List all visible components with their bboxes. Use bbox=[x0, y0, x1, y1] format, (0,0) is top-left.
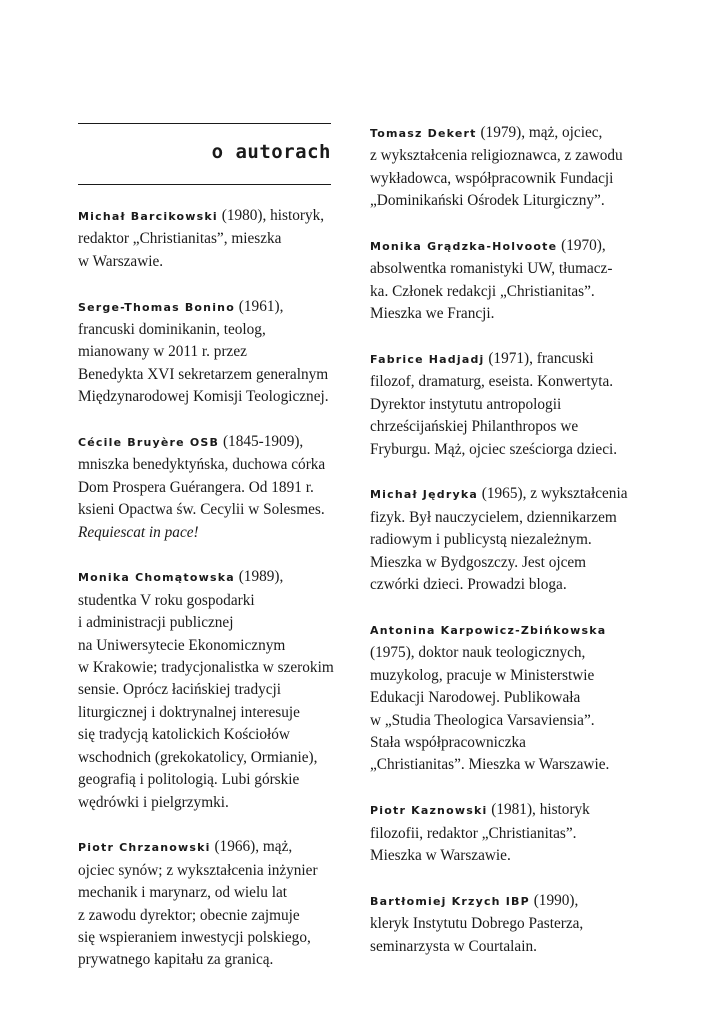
bio-line: studentka V roku gospodarki bbox=[78, 591, 255, 609]
author-entry bbox=[78, 296, 340, 409]
bio-line: radiowym i publicystą niezależnym. bbox=[370, 531, 592, 549]
bio-line: na Uniwersytecie Ekonomicznym bbox=[78, 636, 286, 654]
author-entry bbox=[370, 348, 632, 461]
author-name: Fabrice Hadjadj bbox=[370, 353, 485, 367]
bio-line bbox=[78, 836, 340, 859]
bio-line bbox=[370, 799, 632, 822]
bio-line: „Dominikański Ośrodek Liturgiczny”. bbox=[370, 192, 605, 210]
bio-line: francuski dominikanin, teolog, bbox=[78, 321, 266, 339]
bio-line: fizyk. Był nauczycielem, dziennikarzem bbox=[370, 508, 617, 526]
author-bio-text: (1971), francuski bbox=[484, 350, 594, 368]
author-entry bbox=[370, 890, 632, 958]
bio-line: w Warszawie. bbox=[78, 252, 164, 270]
author-name: Serge-Thomas Bonino bbox=[78, 300, 235, 314]
bio-line: Mieszka w Warszawie. bbox=[370, 846, 511, 864]
bio-line bbox=[78, 566, 340, 589]
bio-line: mniszka benedyktyńska, duchowa córka bbox=[78, 456, 326, 474]
bio-line: chrześcijańskiej Philanthropos we bbox=[370, 418, 579, 436]
bio-line bbox=[78, 431, 340, 454]
bio-line: i administracji publicznej bbox=[78, 614, 234, 632]
page-title: o autorach bbox=[211, 141, 331, 163]
author-entry bbox=[78, 431, 340, 544]
bio-line: Dom Prospera Guérangera. Od 1891 r. bbox=[78, 478, 314, 496]
bio-line bbox=[78, 205, 340, 228]
author-entry bbox=[78, 205, 340, 273]
bio-line: w Krakowie; tradycjonalistka w szerokim bbox=[78, 659, 334, 677]
bio-line bbox=[370, 483, 632, 506]
author-entry bbox=[370, 235, 632, 326]
bio-line: się tradycją katolickich Kościołów bbox=[78, 726, 290, 744]
author-bio-text: (1961), bbox=[234, 297, 284, 315]
bio-line bbox=[370, 235, 632, 258]
bio-line: wędrówki i pielgrzymki. bbox=[78, 793, 229, 811]
bio-line: filozofii, redaktor „Christianitas”. bbox=[370, 824, 577, 842]
author-name: Bartłomiej Krzych IBP bbox=[370, 894, 530, 908]
bio-line: Fryburgu. Mąż, ojciec sześciorga dzieci. bbox=[370, 440, 618, 458]
author-bio-text: (1990), bbox=[529, 891, 579, 909]
bio-line: Mieszka we Francji. bbox=[370, 305, 495, 323]
author-bio-text: (1970), bbox=[557, 237, 606, 255]
bio-line: się wspieraniem inwestycji polskiego, bbox=[78, 928, 311, 946]
bio-line: sensie. Oprócz łacińskiej tradycji bbox=[78, 681, 282, 699]
author-entry bbox=[370, 799, 632, 867]
bio-line: ksieni Opactwa św. Cecylii w Solesmes. bbox=[78, 501, 325, 519]
bio-line: mechanik i marynarz, od wielu lat bbox=[78, 884, 287, 902]
bio-line: Mieszka w Bydgoszczy. Jest ojcem bbox=[370, 553, 587, 571]
bio-line: Dyrektor instytutu antropologii bbox=[370, 395, 562, 413]
bio-line: Edukacji Narodowej. Publikowała bbox=[370, 689, 581, 707]
bio-line: ka. Członek redakcji „Christianitas”. bbox=[370, 282, 595, 300]
bio-line: wykładowca, współpracownik Fundacji bbox=[370, 169, 614, 187]
author-name: Tomasz Dekert bbox=[370, 127, 477, 140]
author-name: Antonina Karpowicz-Zbińkowska bbox=[370, 623, 607, 637]
bio-line: geografią i politologią. Lubi górskie bbox=[78, 771, 300, 789]
author-bio-text: (1979), mąż, ojciec, bbox=[476, 124, 603, 141]
bio-line: „Christianitas”. Mieszka w Warszawie. bbox=[370, 756, 610, 774]
author-bio-text: (1989), bbox=[234, 568, 284, 586]
bio-line: czwórki dzieci. Prowadzi bloga. bbox=[370, 576, 567, 594]
author-bio-text: (1981), historyk bbox=[487, 801, 590, 819]
author-bio-text: (1845-1909), bbox=[219, 433, 304, 451]
author-name: Piotr Kaznowski bbox=[370, 804, 488, 818]
author-name: Monika Grądzka-Holvoote bbox=[370, 240, 558, 254]
bio-line: filozof, dramaturg, eseista. Konwertyta. bbox=[370, 373, 614, 391]
bio-line: liturgicznej i doktrynalnej interesuje bbox=[78, 703, 300, 721]
bio-line: muzykolog, pracuje w Ministerstwie bbox=[370, 666, 595, 684]
bio-line: Requiescat in pace! bbox=[78, 523, 199, 541]
bio-line bbox=[370, 890, 632, 913]
author-bio-text: (1965), z wykształcenia bbox=[477, 485, 628, 503]
author-name: Monika Chomątowska bbox=[78, 571, 235, 585]
bio-line: Stała współpracowniczka bbox=[370, 733, 526, 751]
bio-line: wschodnich (grekokatolicy, Ormianie), bbox=[78, 748, 318, 766]
author-name: Michał Jędryka bbox=[370, 488, 478, 502]
bio-line: z wykształcenia religioznawca, z zawodu bbox=[370, 147, 623, 165]
bio-line bbox=[370, 122, 632, 145]
right-column bbox=[370, 122, 632, 980]
bio-line: kleryk Instytutu Dobrego Pasterza, bbox=[370, 915, 584, 933]
title-bottom-rule bbox=[78, 184, 331, 185]
bio-line: ojciec synów; z wykształcenia inżynier bbox=[78, 861, 318, 879]
bio-line: z zawodu dyrektor; obecnie zajmuje bbox=[78, 906, 300, 924]
title-top-rule bbox=[78, 123, 331, 124]
author-name: Cécile Bruyère OSB bbox=[78, 436, 220, 450]
bio-line: prywatnego kapitału za granicą. bbox=[78, 951, 274, 969]
author-name: Piotr Chrzanowski bbox=[78, 841, 211, 855]
bio-line: redaktor „Christianitas”, mieszka bbox=[78, 230, 282, 248]
bio-line: (1975), doktor nauk teologicznych, bbox=[370, 644, 586, 662]
author-bio-text: (1980), historyk, bbox=[217, 207, 325, 224]
author-entry bbox=[78, 566, 340, 813]
bio-line: Benedykta XVI sekretarzem generalnym bbox=[78, 365, 329, 383]
author-entry bbox=[370, 122, 632, 213]
bio-line: seminarzysta w Courtalain. bbox=[370, 937, 537, 955]
author-entry bbox=[78, 836, 340, 971]
bio-line: mianowany w 2011 r. przez bbox=[78, 343, 247, 361]
bio-line: absolwentka romanistyki UW, tłumacz- bbox=[370, 260, 613, 278]
bio-line bbox=[78, 296, 340, 319]
bio-line bbox=[370, 619, 632, 642]
bio-line bbox=[370, 348, 632, 371]
bio-line: Międzynarodowej Komisji Teologicznej. bbox=[78, 388, 329, 406]
bio-line: w „Studia Theologica Varsaviensia”. bbox=[370, 711, 595, 729]
author-entry bbox=[370, 619, 632, 777]
author-name: Michał Barcikowski bbox=[78, 210, 218, 223]
left-column bbox=[78, 205, 340, 994]
author-entry bbox=[370, 483, 632, 596]
author-bio-text: (1966), mąż, bbox=[210, 838, 293, 856]
